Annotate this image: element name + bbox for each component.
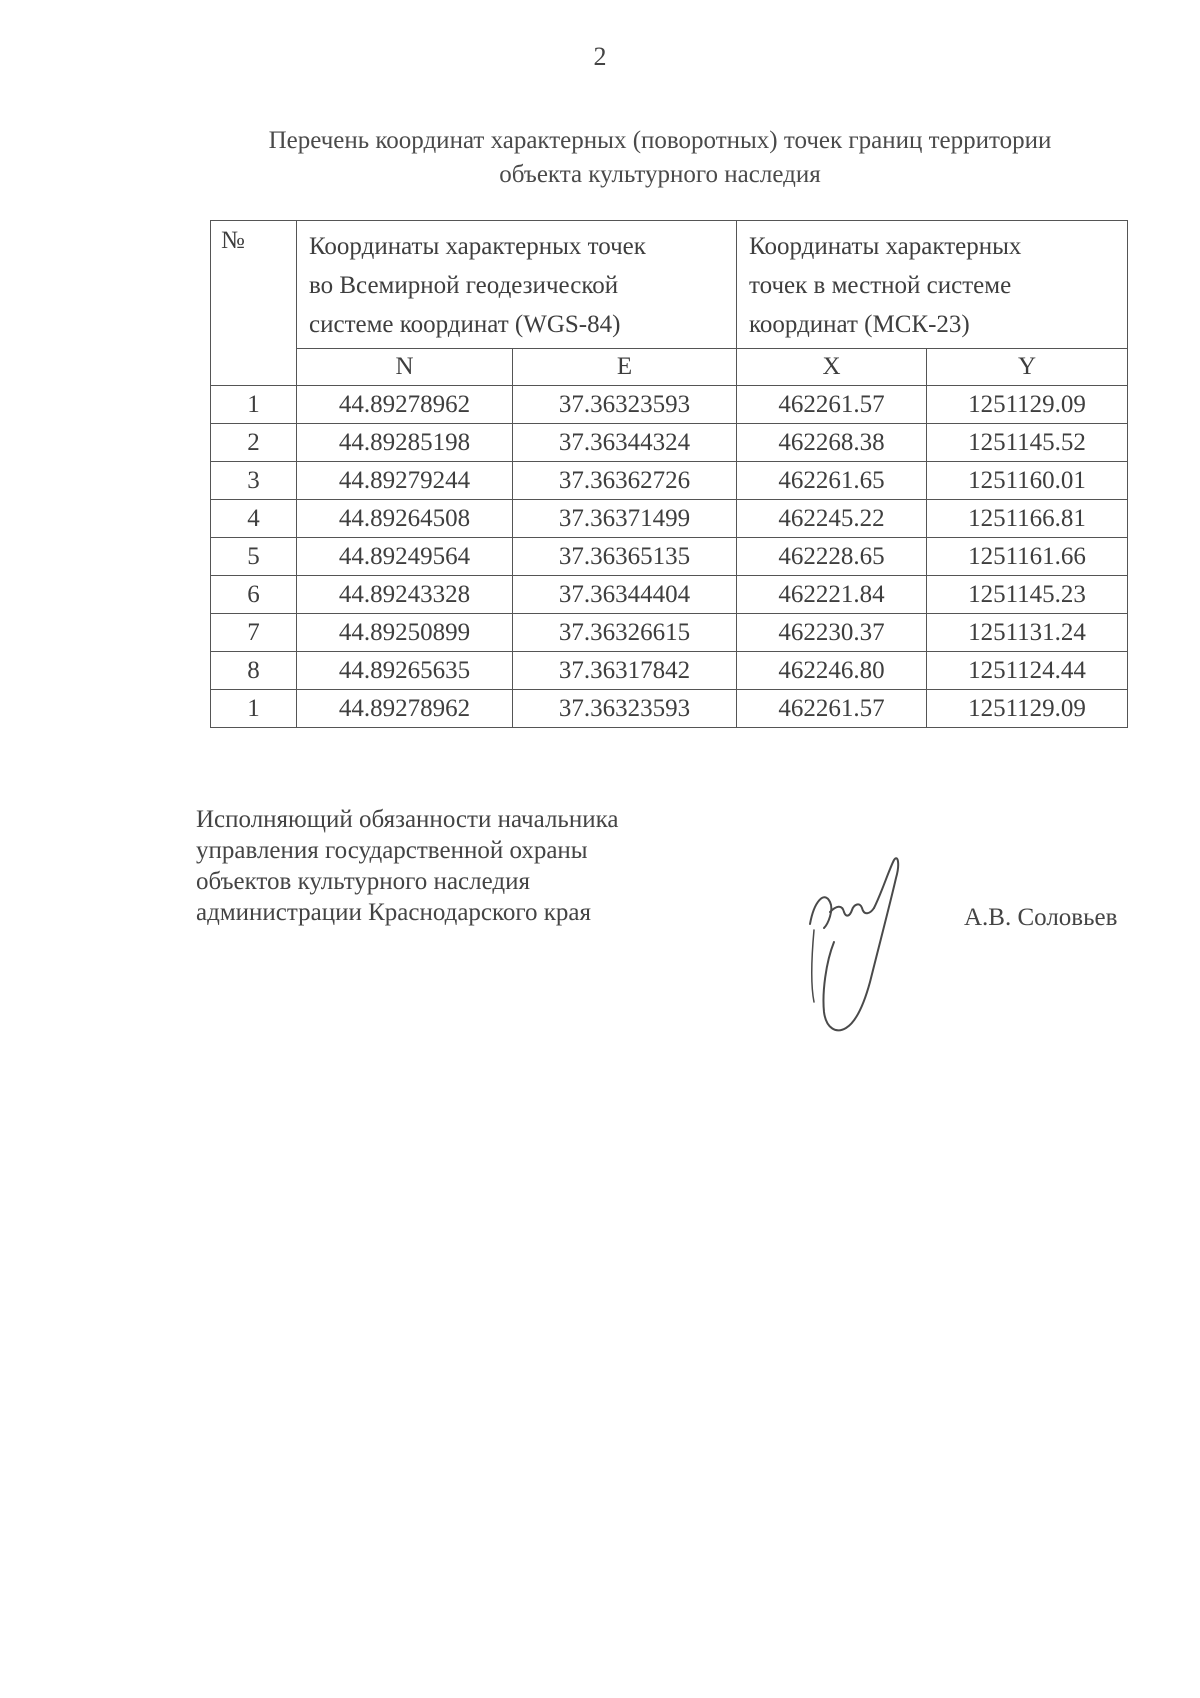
cell-n: 44.89285198 <box>297 424 513 462</box>
cell-num: 3 <box>211 462 297 500</box>
cell-y: 1251131.24 <box>927 614 1128 652</box>
header-msk23-line-3: координат (МСК-23) <box>749 311 970 338</box>
header-wgs84-line-2: во Всемирной геодезической <box>309 272 619 299</box>
position-line-2: управления государственной охраны <box>196 837 588 864</box>
title-line-2: объекта культурного наследия <box>499 161 821 188</box>
cell-num: 1 <box>211 690 297 728</box>
cell-x: 462228.65 <box>737 538 927 576</box>
page-number: 2 <box>593 42 607 71</box>
cell-x: 462246.80 <box>737 652 927 690</box>
table-header-row <box>211 221 1128 349</box>
cell-x: 462221.84 <box>737 576 927 614</box>
cell-y: 1251145.23 <box>927 576 1128 614</box>
header-msk23-line-2: точек в местной системе <box>749 272 1012 299</box>
header-x: X <box>737 349 927 386</box>
cell-e: 37.36323593 <box>513 386 737 424</box>
cell-e: 37.36323593 <box>513 690 737 728</box>
cell-e: 37.36371499 <box>513 500 737 538</box>
cell-x: 462230.37 <box>737 614 927 652</box>
cell-num: 6 <box>211 576 297 614</box>
cell-num: 7 <box>211 614 297 652</box>
cell-e: 37.36362726 <box>513 462 737 500</box>
header-wgs84-group <box>297 221 737 349</box>
signatory-position <box>196 804 618 928</box>
cell-y: 1251124.44 <box>927 652 1128 690</box>
cell-e: 37.36344324 <box>513 424 737 462</box>
coordinates-table <box>210 220 1128 728</box>
header-wgs84-line-3: системе координат (WGS-84) <box>309 311 621 338</box>
table-row <box>211 424 1128 462</box>
table-row <box>211 690 1128 728</box>
table-row <box>211 576 1128 614</box>
cell-e: 37.36326615 <box>513 614 737 652</box>
header-number: № <box>211 221 297 386</box>
table-row <box>211 500 1128 538</box>
position-line-1: Исполняющий обязанности начальника <box>196 806 619 833</box>
table-row <box>211 386 1128 424</box>
cell-y: 1251161.66 <box>927 538 1128 576</box>
cell-y: 1251145.52 <box>927 424 1128 462</box>
header-e: E <box>513 349 737 386</box>
cell-n: 44.89265635 <box>297 652 513 690</box>
document-title <box>200 124 1120 192</box>
cell-n: 44.89279244 <box>297 462 513 500</box>
cell-y: 1251129.09 <box>927 690 1128 728</box>
table-row <box>211 538 1128 576</box>
signer-name: А.В. Соловьев <box>964 904 1118 931</box>
cell-n: 44.89264508 <box>297 500 513 538</box>
cell-e: 37.36344404 <box>513 576 737 614</box>
cell-n: 44.89243328 <box>297 576 513 614</box>
header-y: Y <box>927 349 1128 386</box>
cell-x: 462245.22 <box>737 500 927 538</box>
cell-n: 44.89278962 <box>297 690 513 728</box>
table-row <box>211 462 1128 500</box>
position-line-3: объектов культурного наследия <box>196 868 530 895</box>
cell-num: 4 <box>211 500 297 538</box>
cell-e: 37.36365135 <box>513 538 737 576</box>
table-subheader-row <box>211 349 1128 386</box>
handwritten-signature <box>790 852 930 1042</box>
header-msk23-group <box>737 221 1128 349</box>
cell-n: 44.89249564 <box>297 538 513 576</box>
title-line-1: Перечень координат характерных (поворотных) точек границ территории <box>268 127 1052 154</box>
table-row <box>211 652 1128 690</box>
cell-x: 462261.65 <box>737 462 927 500</box>
cell-num: 5 <box>211 538 297 576</box>
header-msk23-line-1: Координаты характерных <box>749 233 1022 260</box>
position-line-4: администрации Краснодарского края <box>196 899 592 926</box>
cell-num: 2 <box>211 424 297 462</box>
header-wgs84-line-1: Координаты характерных точек <box>309 233 646 260</box>
cell-y: 1251160.01 <box>927 462 1128 500</box>
cell-x: 462268.38 <box>737 424 927 462</box>
table-row <box>211 614 1128 652</box>
cell-y: 1251129.09 <box>927 386 1128 424</box>
cell-num: 8 <box>211 652 297 690</box>
cell-x: 462261.57 <box>737 690 927 728</box>
cell-x: 462261.57 <box>737 386 927 424</box>
header-n: N <box>297 349 513 386</box>
cell-e: 37.36317842 <box>513 652 737 690</box>
cell-y: 1251166.81 <box>927 500 1128 538</box>
cell-n: 44.89250899 <box>297 614 513 652</box>
cell-n: 44.89278962 <box>297 386 513 424</box>
cell-num: 1 <box>211 386 297 424</box>
